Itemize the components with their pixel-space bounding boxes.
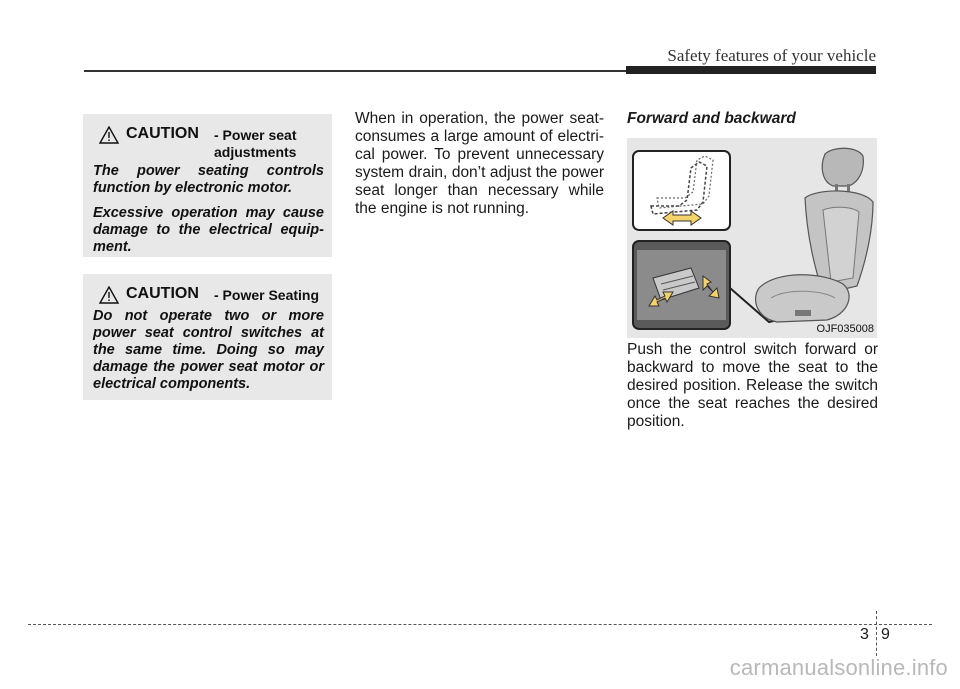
car-seat-drawing: [756, 148, 873, 322]
watermark: carmanualsonline.info: [729, 655, 948, 680]
caution-label: CAUTION: [126, 285, 199, 302]
footer-divider: [876, 611, 877, 656]
caution-subtitle: - Power seat: [214, 127, 297, 143]
seat-switch-inset: [633, 241, 730, 329]
caution-subtitle-cont: adjustments: [214, 144, 297, 160]
footer-rule: [28, 624, 932, 625]
section-title: Safety features of your vehicle: [667, 46, 876, 65]
caution-box-power-seating: [83, 274, 332, 400]
chapter-number: 3: [860, 626, 869, 643]
caution-paragraph: The power seating controls function by electronic motor.: [93, 163, 324, 196]
warning-triangle-icon: [99, 126, 119, 149]
caution-paragraph: Excessive operation may cause damage to the electrical equip-ment.: [93, 205, 324, 255]
header-tab: [626, 66, 876, 74]
seat-movement-inset: [633, 151, 730, 230]
caution-paragraph: Do not operate two or more power seat control switches at the same time. Doing so may damage the power seat motor or electrical components.: [93, 308, 324, 392]
warning-triangle-icon: [99, 286, 119, 309]
caution-box-power-seat-adjustments: [83, 114, 332, 257]
caution-subtitle: - Power Seating: [214, 287, 320, 303]
page-number: 9: [881, 626, 890, 643]
power-consumption-paragraph: When in operation, the power seat-consumes a large amount of electri-cal power. To prevent unnecessary system drain, don’t adjust the power seat longer than necessary while the engine is not running.: [355, 110, 604, 217]
figure-code: OJF035008: [816, 323, 874, 335]
forward-backward-instructions: Push the control switch forward or backward to move the seat to the desired position. Release the switch once the seat reaches the desired position.: [627, 341, 878, 430]
caution-header: [93, 124, 324, 160]
caution-header: [93, 284, 324, 306]
caution-label: CAUTION: [126, 125, 199, 142]
seat-illustration: [627, 138, 877, 338]
section-heading-forward-backward: Forward and backward: [627, 110, 796, 127]
